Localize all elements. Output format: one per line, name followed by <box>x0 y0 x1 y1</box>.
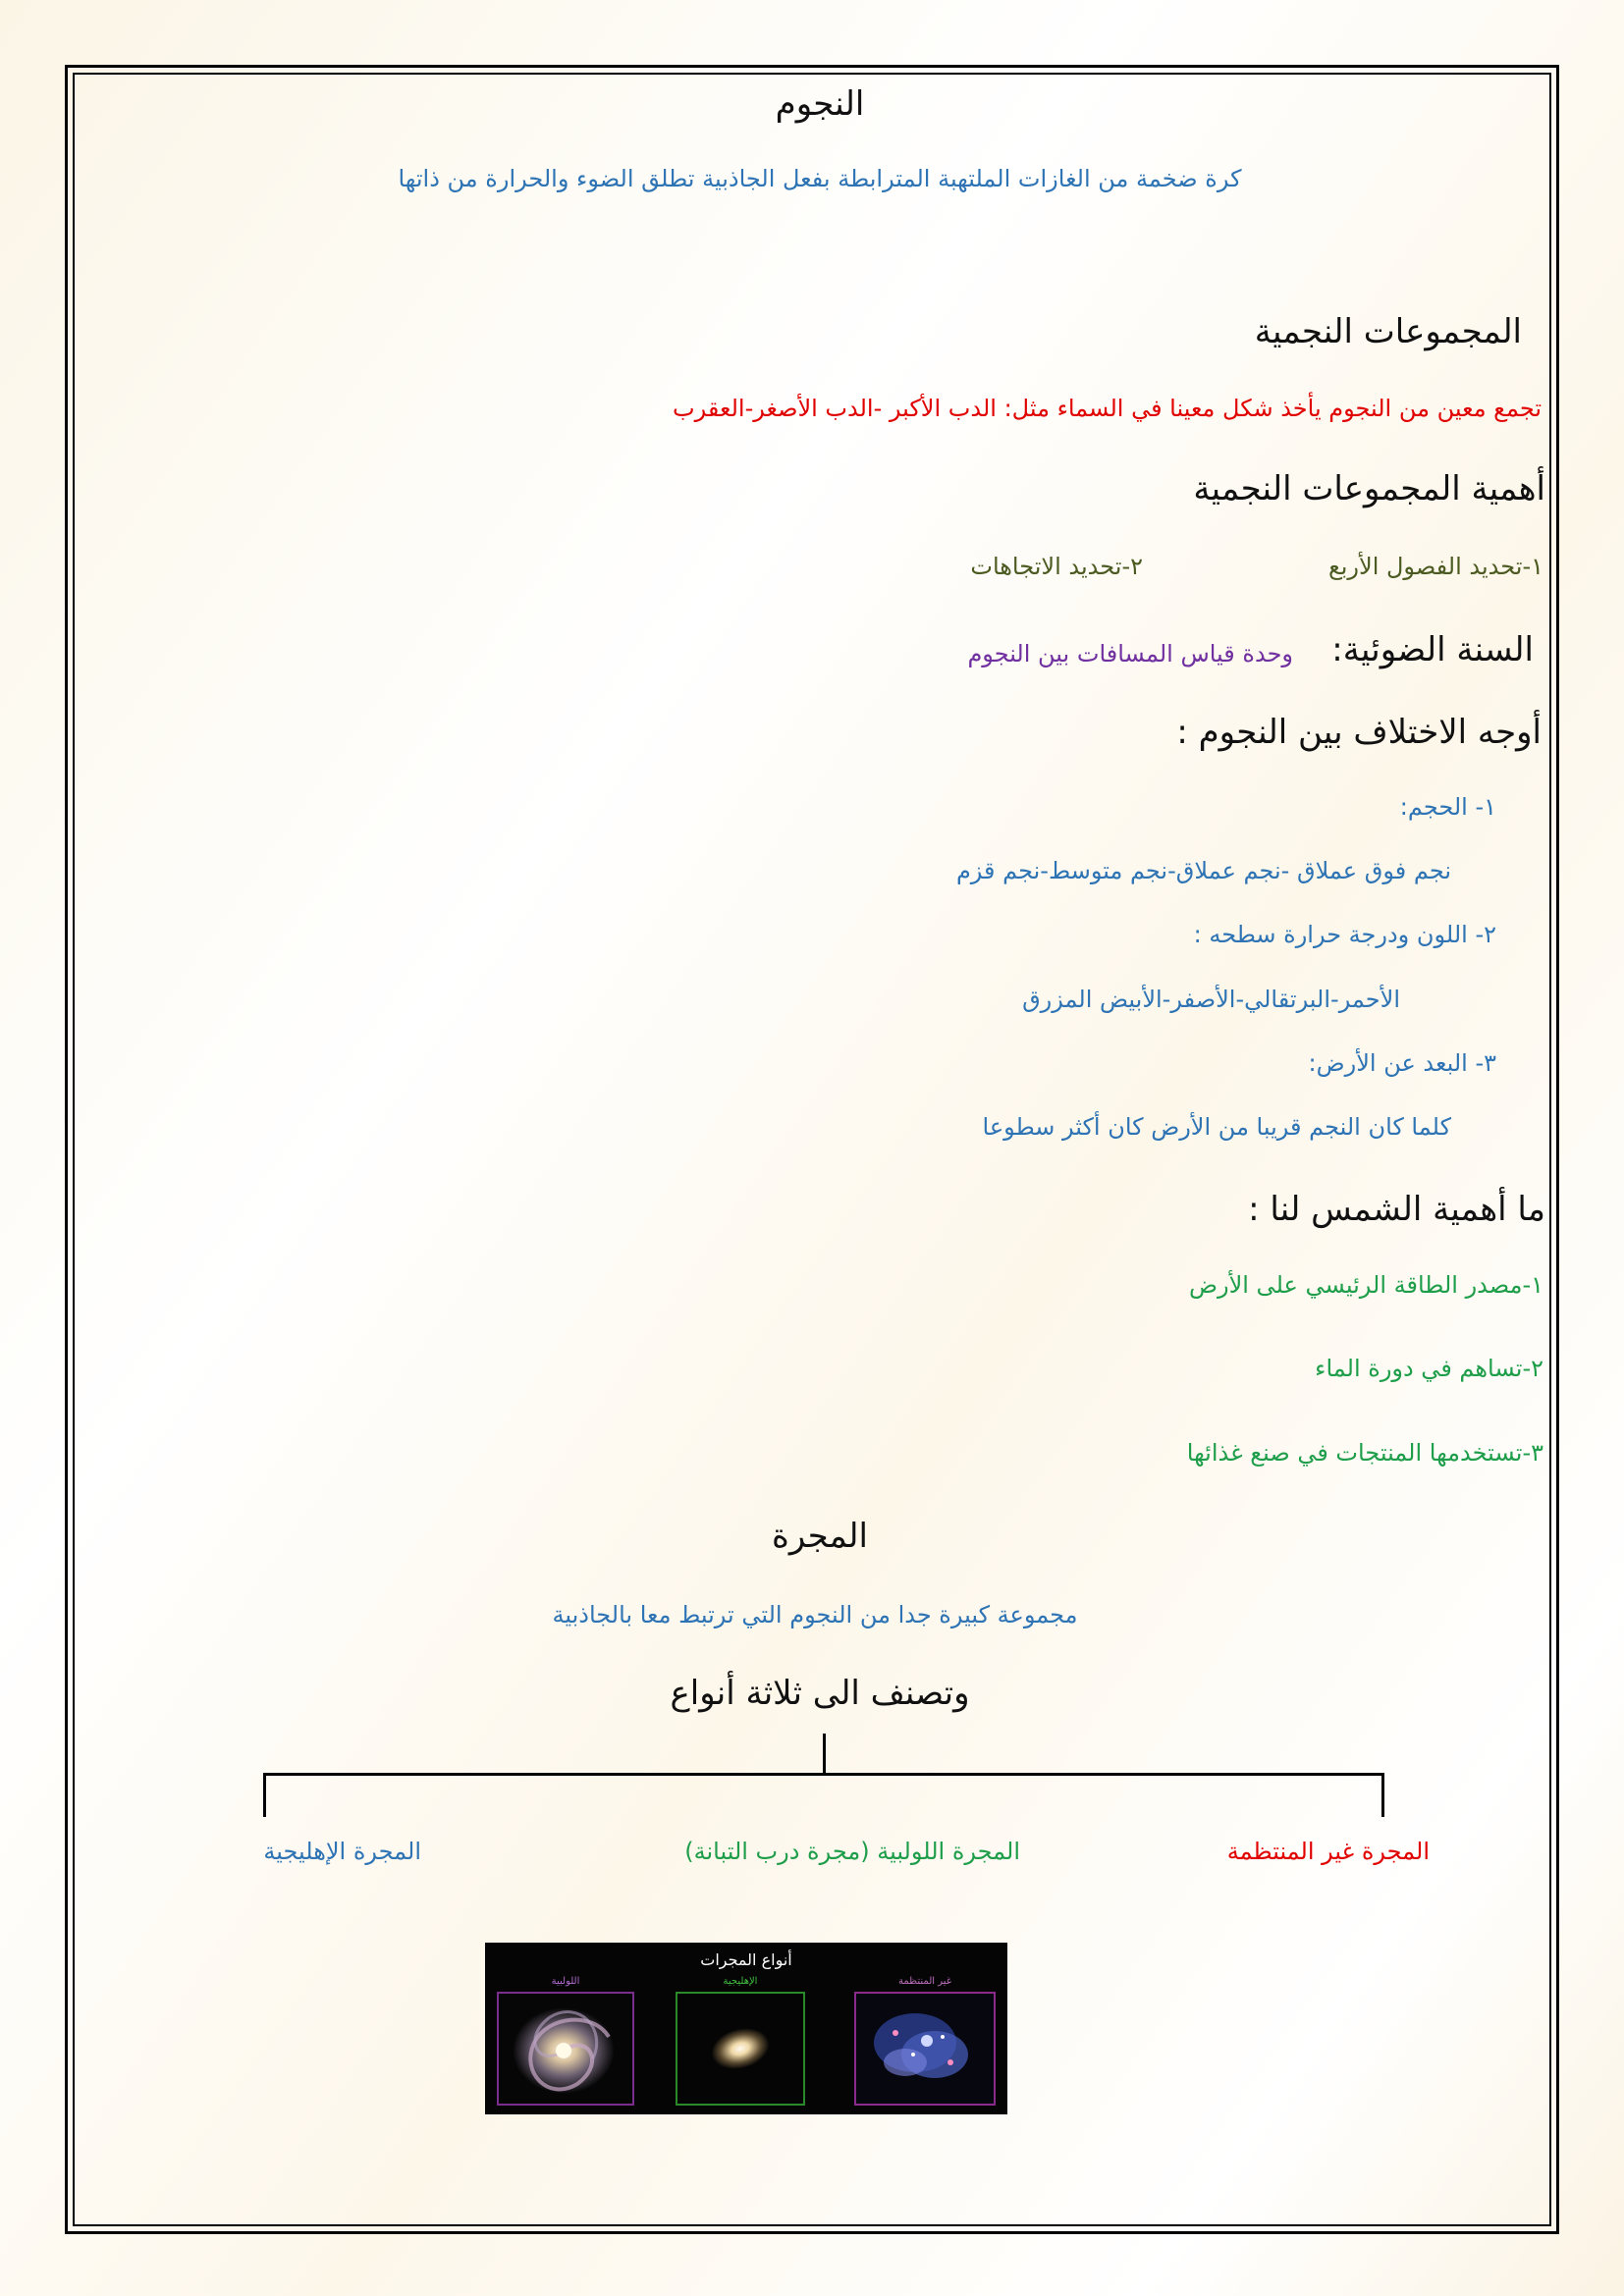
galaxy-types-image <box>485 1943 1007 2114</box>
difference-size-heading: ١- الحجم: <box>1399 793 1496 821</box>
constellations-definition: تجمع معين من النجوم يأخذ شكل معينا في السماء مثل: الدب الأكبر -الدب الأصغر-العقرب <box>673 395 1542 422</box>
galaxy-type-irregular: المجرة غير المنتظمة <box>1226 1838 1430 1865</box>
tree-bar <box>263 1773 1384 1776</box>
light-year-label: السنة الضوئية: <box>1331 630 1534 669</box>
irregular-galaxy-panel <box>854 1976 996 2106</box>
spiral-galaxy-label: اللولبية <box>551 1976 580 1987</box>
constellations-title: المجموعات النجمية <box>1254 312 1522 351</box>
irregular-galaxy-icon <box>856 1994 994 2104</box>
constellations-importance-2: ٢-تحديد الاتجاهات <box>970 553 1143 580</box>
irregular-galaxy-label: غير المنتظمة <box>898 1976 951 1987</box>
difference-color-detail: الأحمر-البرتقالي-الأصفر-الأبيض المزرق <box>1022 986 1400 1013</box>
sun-title: ما أهمية الشمس لنا : <box>1248 1190 1545 1229</box>
tree-branch-right <box>1381 1773 1384 1817</box>
galaxy-classify: وتصنف الى ثلاثة أنواع <box>670 1674 970 1713</box>
elliptical-galaxy-label: الإهليجية <box>723 1976 758 1987</box>
galaxy-definition: مجموعة كبيرة جدا من النجوم التي ترتبط معا بالجاذبية <box>552 1601 1078 1629</box>
constellations-importance-1: ١-تحديد الفصول الأربع <box>1327 553 1543 580</box>
sun-item-2: ٢-تساهم في دورة الماء <box>1315 1355 1543 1382</box>
tree-stem <box>823 1734 826 1773</box>
galaxy-title: المجرة <box>772 1517 868 1556</box>
difference-size-detail: نجم فوق عملاق -نجم عملاق-نجم متوسط-نجم قزم <box>955 857 1451 884</box>
constellations-importance-title: أهمية المجموعات النجمية <box>1193 469 1545 508</box>
galaxy-type-spiral: المجرة اللولبية (مجرة درب التبانة) <box>684 1838 1020 1865</box>
difference-distance-detail: كلما كان النجم قريبا من الأرض كان أكثر سطوعا <box>982 1113 1451 1141</box>
spiral-galaxy-panel <box>497 1976 634 2106</box>
difference-distance-heading: ٣- البعد عن الأرض: <box>1308 1049 1496 1077</box>
difference-color-heading: ٢- اللون ودرجة حرارة سطحه : <box>1193 921 1496 948</box>
stars-definition: كرة ضخمة من الغازات الملتهبة المترابطة بفعل الجاذبية تطلق الضوء والحرارة من ذاتها <box>398 165 1242 192</box>
elliptical-galaxy-icon <box>677 1994 803 2104</box>
sun-item-3: ٣-تستخدمها المنتجات في صنع غذائها <box>1186 1439 1543 1467</box>
galaxy-type-elliptical: المجرة الإهليجية <box>263 1838 421 1865</box>
sun-item-1: ١-مصدر الطاقة الرئيسي على الأرض <box>1188 1271 1543 1299</box>
galaxy-image-title: أنواع المجرات <box>700 1950 792 1969</box>
light-year-definition: وحدة قياس المسافات بين النجوم <box>967 640 1293 667</box>
tree-branch-left <box>263 1773 266 1817</box>
elliptical-galaxy-panel <box>676 1976 805 2106</box>
spiral-galaxy-icon <box>499 1994 632 2104</box>
differences-title: أوجه الاختلاف بين النجوم : <box>1176 713 1542 752</box>
stars-title: النجوم <box>775 84 865 124</box>
